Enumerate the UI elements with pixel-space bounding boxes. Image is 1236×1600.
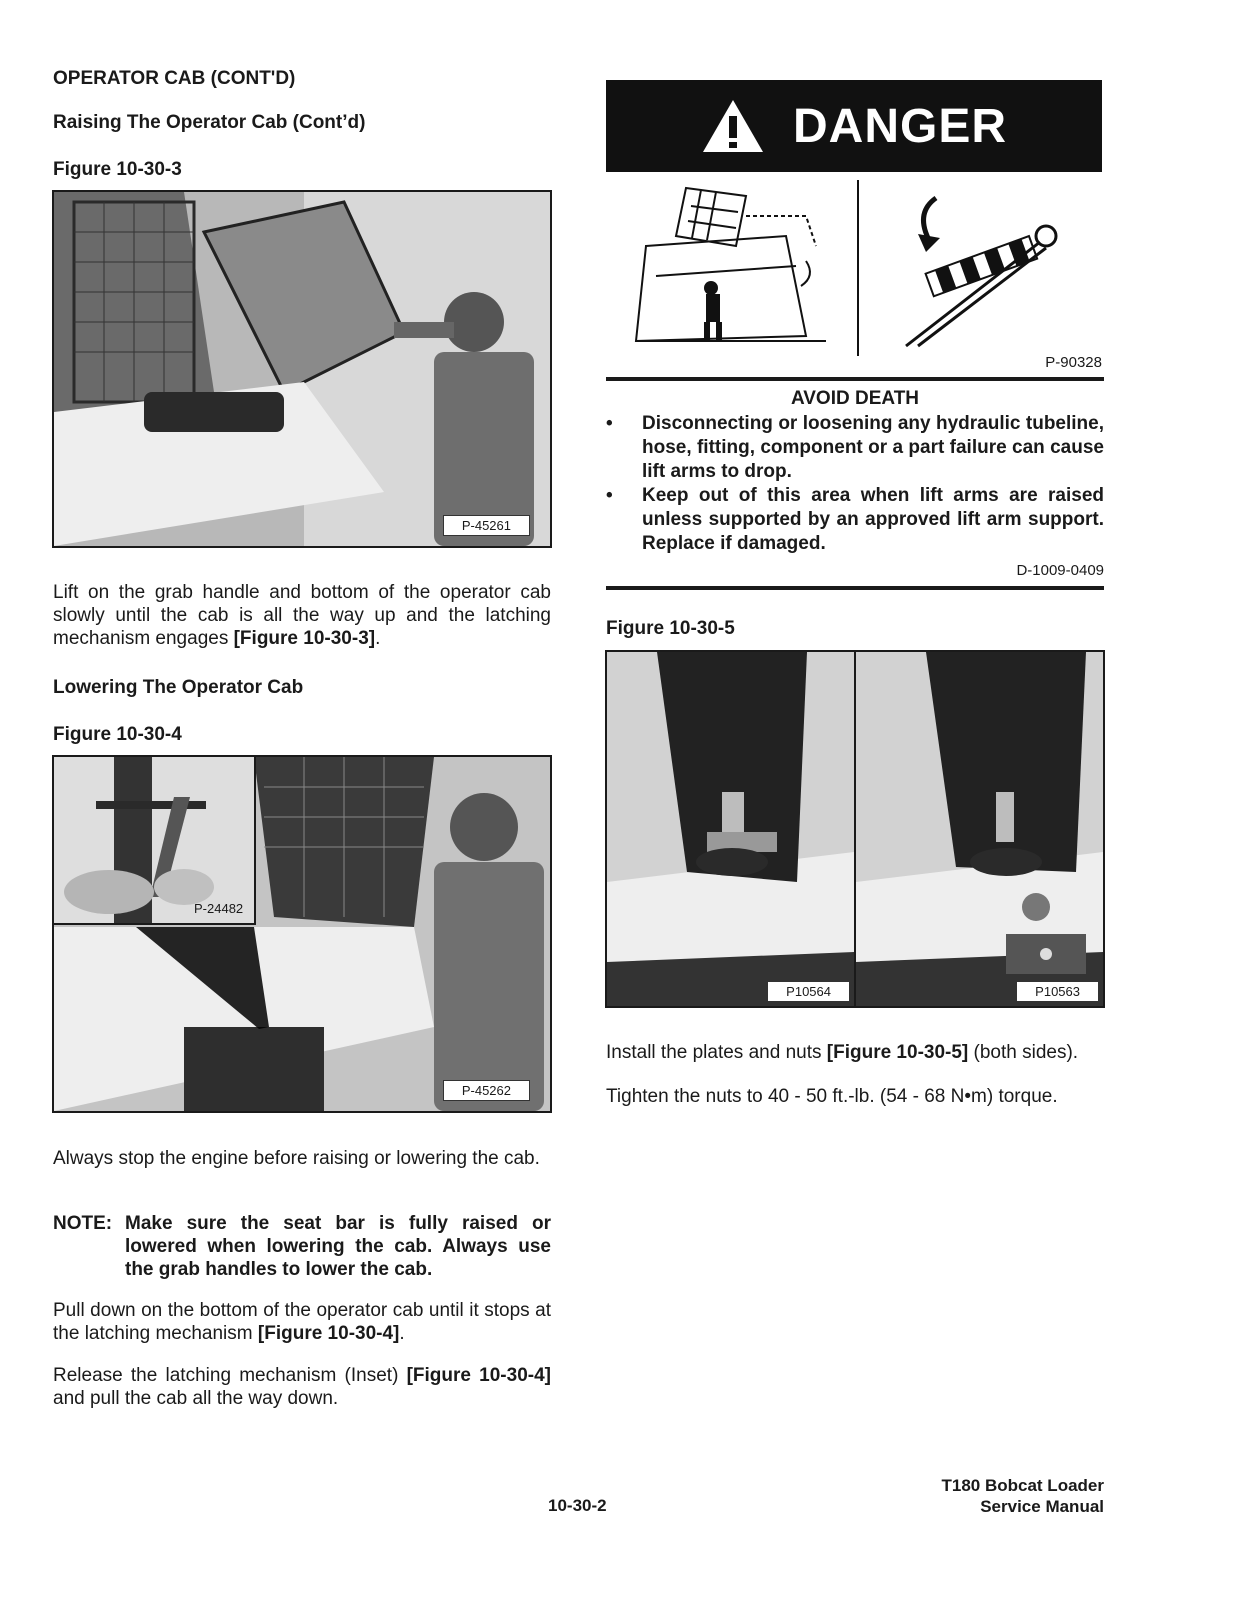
- figure-10-30-5-label: Figure 10-30-5: [606, 618, 735, 639]
- subsection-lower-title: Lowering The Operator Cab: [53, 677, 304, 698]
- release-latch-paragraph: Release the latching mechanism (Inset) [Figure 10-30-4] and pull the cab all the way down.: [53, 1365, 551, 1409]
- figure-10-30-3-photo-id: P-45261: [443, 515, 530, 536]
- stop-engine-paragraph: Always stop the engine before raising or lowering the cab.: [53, 1148, 540, 1169]
- page-number: 10-30-2: [548, 1496, 607, 1515]
- nut-removed-photo: [856, 652, 1103, 1006]
- lift-instruction-paragraph: Lift on the grab handle and bottom of the operator cab slowly until the cab is all the way up and the latching mechanism engages [Figure 10-30-3].: [53, 582, 551, 649]
- figure-10-30-3-label: Figure 10-30-3: [53, 159, 182, 180]
- danger-code: D-1009-0409: [1016, 562, 1104, 579]
- figure-10-30-4-photo: [52, 755, 552, 1113]
- danger-bullet: • Keep out of this area when lift arms are raised unless supported by an approved lift arm support. Replace if damaged.: [606, 485, 1104, 554]
- danger-bottom-rule: [606, 586, 1104, 590]
- figure-ref: [Figure 10-30-4]: [406, 1365, 551, 1386]
- section-title: OPERATOR CAB (CONT'D): [53, 68, 296, 89]
- note-label: NOTE:: [53, 1213, 113, 1234]
- figure-10-30-5-right-id: P10563: [1016, 981, 1099, 1002]
- pull-down-paragraph: Pull down on the bottom of the operator cab until it stops at the latching mechanism [Figure 10-30-4].: [53, 1300, 551, 1344]
- footer-title: [942, 1475, 1105, 1517]
- danger-illustration: [606, 176, 1102, 372]
- lift-arm-hazard-illustration: [606, 176, 1102, 372]
- subsection-raise-title: Raising The Operator Cab (Cont’d): [53, 112, 366, 133]
- danger-banner: [606, 80, 1102, 172]
- danger-top-rule: [606, 377, 1104, 381]
- cab-raise-photo: [54, 192, 550, 546]
- warning-triangle-icon: [701, 98, 765, 154]
- danger-bullet-list: [606, 412, 1104, 556]
- figure-10-30-5-left-panel: [607, 652, 856, 1006]
- figure-10-30-4-photo-id: P-45262: [443, 1080, 530, 1101]
- figure-10-30-5-right-panel: [856, 652, 1103, 1006]
- figure-10-30-4-inset-id: P-24482: [194, 901, 244, 916]
- torque-paragraph: Tighten the nuts to 40 - 50 ft.-lb. (54 - 68 N•m) torque.: [606, 1086, 1058, 1107]
- figure-ref: [Figure 10-30-5]: [826, 1042, 969, 1063]
- figure-ref: [Figure 10-30-3]: [233, 628, 376, 649]
- inset-latch-photo: [54, 757, 254, 923]
- footer-model: T180 Bobcat Loader: [941, 1476, 1104, 1495]
- avoid-death-title: AVOID DEATH: [790, 388, 920, 409]
- note-text: Make sure the seat bar is fully raised or lowered when lowering the cab. Always use the grab handles to lower the cab.: [125, 1213, 551, 1280]
- figure-ref: [Figure 10-30-4]: [257, 1323, 400, 1344]
- footer-manual: Service Manual: [980, 1497, 1104, 1516]
- figure-10-30-4-inset: [54, 757, 256, 925]
- figure-10-30-5-left-id: P10564: [767, 981, 850, 1002]
- figure-10-30-5-photo: [605, 650, 1105, 1008]
- danger-art-id: P-90328: [1045, 354, 1102, 371]
- danger-bullet: • Disconnecting or loosening any hydraulic tubeline, hose, fitting, component or a part failure can cause lift arms to drop.: [606, 413, 1104, 482]
- install-plates-paragraph: Install the plates and nuts [Figure 10-30-5] (both sides).: [606, 1042, 1079, 1063]
- nut-installed-photo: [607, 652, 854, 1006]
- figure-10-30-3-photo: [52, 190, 552, 548]
- figure-10-30-4-label: Figure 10-30-4: [53, 724, 182, 745]
- note-block: [53, 1212, 551, 1281]
- danger-word: DANGER: [792, 99, 1007, 153]
